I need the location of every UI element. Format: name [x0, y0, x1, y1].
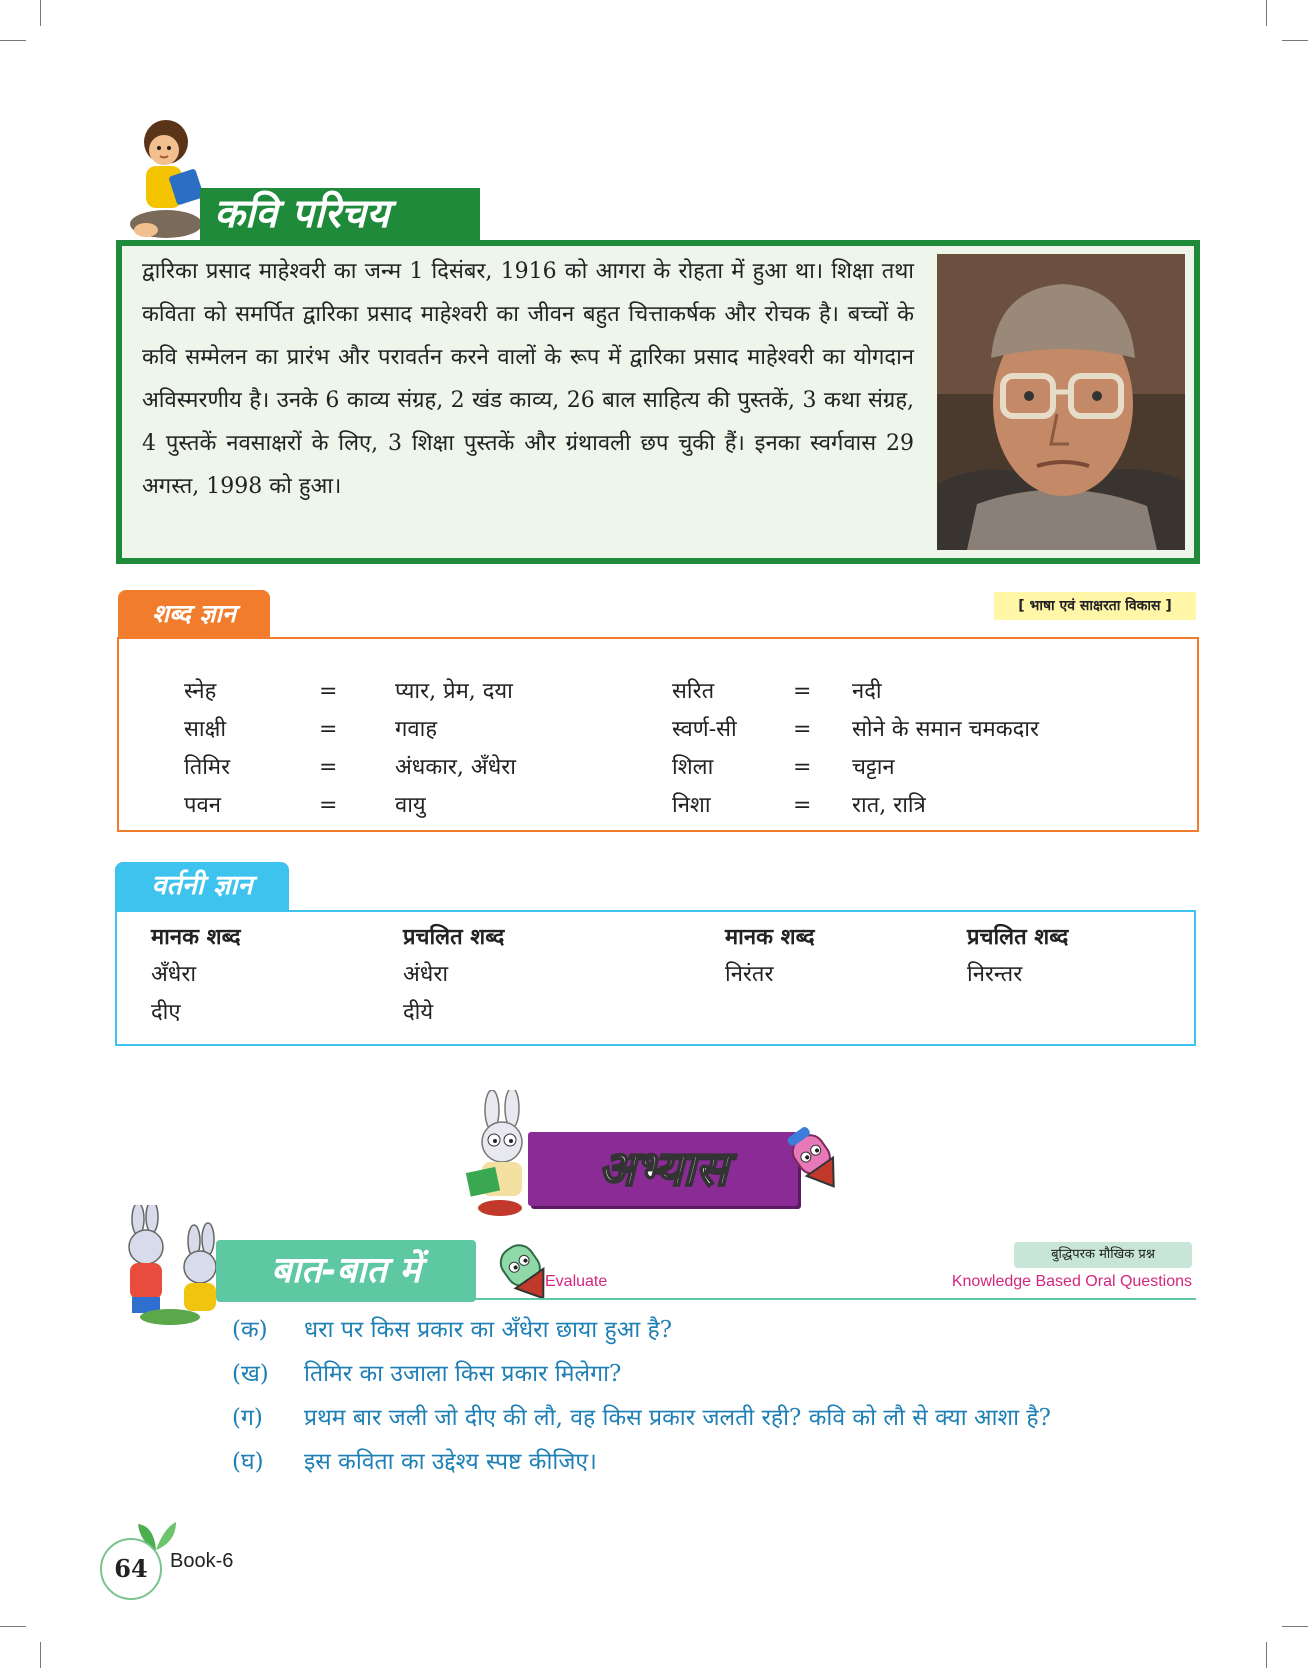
equals-sign: =	[319, 755, 338, 780]
equals-sign: =	[793, 679, 812, 704]
spelling-row	[117, 956, 1194, 994]
oral-question-subtitle: Knowledge Based Oral Questions	[951, 1273, 1192, 1290]
vocab-row	[119, 787, 1197, 825]
crop-mark	[1282, 1626, 1308, 1627]
baat-baat-title: बात-बात में	[271, 1250, 421, 1291]
vocab-meaning: रात, रात्रि	[852, 793, 926, 818]
standard-word: दीए	[151, 1000, 181, 1025]
question-text: तिमिर का उजाला किस प्रकार मिलेगा?	[304, 1361, 622, 1387]
kavi-parichay-text: द्वारिका प्रसाद माहेश्वरी का जन्म 1 दिसंबर, 1916 को आगरा के रोहता में हुआ था। शिक्षा तथा कविता को समर्पित द्वारिका प्रसाद माहेश्वरी का जीवन बहुत चित्ताकर्षक और रोचक है। बच्चों के कवि सम्मेलन का प्रारंभ और परावर्तन करने वालों के रूप में द्वारिका प्रसाद माहेश्वरी का योगदान अविस्मरणीय है। उनके 6 काव्य संग्रह, 2 खंड काव्य, 26 बाल साहित्य की पुस्तकें, 3 कथा संग्रह, 4 पुस्तकें नवसाक्षरों के लिए, 3 शिक्षा पुस्तकें और ग्रंथावली छप चुकी हैं। इनका स्वर्गवास 29 अगस्त, 1998 को हुआ।	[142, 259, 914, 499]
question-text: प्रथम बार जली जो दीए की लौ, वह किस प्रकार जलती रही? कवि को लौ से क्या आशा है?	[304, 1405, 1051, 1431]
column-header: मानक शब्द	[725, 924, 815, 950]
question-label: (क)	[232, 1317, 268, 1343]
crop-mark	[0, 1626, 26, 1627]
vocab-meaning: गवाह	[395, 717, 437, 742]
vocab-row	[119, 673, 1197, 711]
vartani-gyan-title: वर्तनी ज्ञान	[115, 862, 289, 910]
pencil-mascot-icon	[488, 1232, 560, 1306]
crop-mark	[40, 0, 41, 26]
baat-baat-banner	[216, 1240, 476, 1302]
vocab-word: स्वर्ण-सी	[672, 717, 737, 742]
question-text: धरा पर किस प्रकार का अँधेरा छाया हुआ है?	[304, 1317, 673, 1343]
equals-sign: =	[793, 717, 812, 742]
skill-tag: [ भाषा एवं साक्षरता विकास ]	[994, 592, 1196, 620]
abhyas-title: अभ्यास	[598, 1141, 728, 1197]
vocab-word: साक्षी	[184, 717, 227, 742]
vocab-row	[119, 749, 1197, 787]
vocab-row	[119, 711, 1197, 749]
vocab-meaning: चट्टान	[852, 755, 895, 780]
vocab-word: पवन	[184, 793, 221, 818]
crop-mark	[1266, 1642, 1267, 1668]
oral-question-tag: बुद्धिपरक मौखिक प्रश्न	[1014, 1242, 1192, 1268]
evaluate-label: Evaluate	[545, 1273, 608, 1290]
vocab-word: सरित	[672, 679, 715, 704]
question-text: इस कविता का उद्देश्य स्पष्ट कीजिए।	[304, 1449, 597, 1475]
standard-word: अँधेरा	[151, 962, 197, 987]
crop-mark	[1266, 0, 1267, 26]
section-divider	[430, 1298, 1196, 1300]
column-header: मानक शब्द	[151, 924, 241, 950]
crop-mark	[1282, 40, 1308, 41]
book-label: Book-6	[170, 1550, 234, 1572]
shabd-gyan-title: शब्द ज्ञान	[118, 590, 270, 638]
equals-sign: =	[319, 717, 338, 742]
vocab-word: तिमिर	[184, 755, 231, 780]
column-header: प्रचलित शब्द	[967, 924, 1069, 950]
kavi-parichay-box	[116, 240, 1200, 564]
vocab-meaning: वायु	[395, 793, 426, 818]
common-word: दीये	[403, 1000, 434, 1025]
column-header: प्रचलित शब्द	[403, 924, 505, 950]
poet-portrait-photo	[937, 254, 1185, 550]
spelling-row	[117, 994, 1194, 1032]
abhyas-banner	[528, 1132, 798, 1206]
vartani-gyan-box	[115, 910, 1196, 1046]
shabd-gyan-box	[117, 637, 1199, 832]
equals-sign: =	[793, 793, 812, 818]
question-label: (ख)	[232, 1361, 269, 1387]
vocab-word: निशा	[672, 793, 711, 818]
spelling-header-row	[117, 918, 1194, 956]
vocab-meaning: सोने के समान चमकदार	[852, 717, 1039, 742]
equals-sign: =	[319, 679, 338, 704]
page-number: 64	[100, 1538, 162, 1600]
question-label: (घ)	[232, 1449, 264, 1475]
question-label: (ग)	[232, 1405, 263, 1431]
crop-mark	[40, 1642, 41, 1668]
vocab-meaning: नदी	[852, 679, 882, 704]
crop-mark	[0, 40, 26, 41]
kavi-parichay-title: कवि परिचय	[200, 188, 480, 240]
equals-sign: =	[793, 755, 812, 780]
common-word: अंधेरा	[403, 962, 449, 987]
vocab-meaning: प्यार, प्रेम, दया	[395, 679, 513, 704]
pencil-mascot-icon	[778, 1120, 852, 1196]
vocab-word: स्नेह	[184, 679, 217, 704]
equals-sign: =	[319, 793, 338, 818]
vocab-word: शिला	[672, 755, 714, 780]
vocab-meaning: अंधकार, अँधेरा	[395, 755, 516, 780]
standard-word: निरंतर	[725, 962, 774, 987]
common-word: निरन्तर	[967, 962, 1023, 987]
